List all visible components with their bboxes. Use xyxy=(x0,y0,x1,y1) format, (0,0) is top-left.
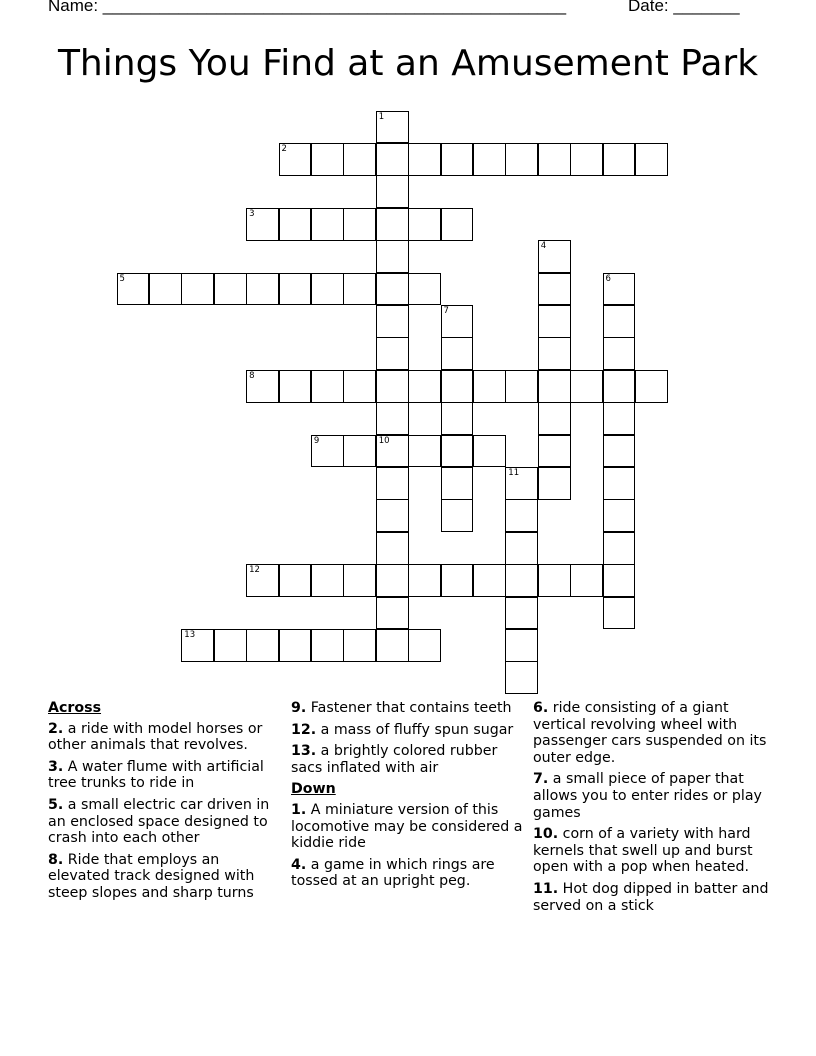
grid-cell[interactable] xyxy=(408,564,441,597)
name-field[interactable]: Name: _________________________________________________ xyxy=(48,0,567,15)
grid-cell[interactable] xyxy=(376,467,409,500)
down-heading: Down xyxy=(291,781,336,798)
grid-cell[interactable] xyxy=(441,305,474,338)
clue-column-1 xyxy=(48,700,284,907)
grid-cell[interactable] xyxy=(376,435,409,468)
clue-number: 3 xyxy=(249,208,255,219)
grid-cell[interactable] xyxy=(376,370,409,403)
grid-cell[interactable] xyxy=(505,564,538,597)
grid-cell[interactable] xyxy=(311,629,344,662)
date-field[interactable]: Date: _______ xyxy=(628,0,740,15)
grid-cell[interactable] xyxy=(570,370,603,403)
clue: 4. a game in which rings are tossed at an upright peg. xyxy=(291,856,495,890)
clue-number: 9 xyxy=(313,435,320,446)
grid-cell[interactable] xyxy=(376,208,409,241)
grid-cell[interactable] xyxy=(441,467,474,500)
grid-cell[interactable] xyxy=(181,629,214,662)
grid-cell[interactable] xyxy=(603,564,636,597)
clue-number-label: 13. xyxy=(291,743,317,760)
grid-cell[interactable] xyxy=(603,143,636,176)
grid-cell[interactable] xyxy=(505,499,538,532)
grid-cell[interactable] xyxy=(246,208,279,241)
grid-cell[interactable] xyxy=(408,629,441,662)
clue: 2. a ride with model horses or other animals that revolves. xyxy=(48,720,263,754)
clue-number: 7 xyxy=(443,305,449,316)
clue: 11. Hot dog dipped in batter and served on a stick xyxy=(533,880,769,914)
clue-number-label: 9. xyxy=(291,700,307,716)
clue-number-label: 7. xyxy=(533,771,549,788)
grid-cell[interactable] xyxy=(214,273,247,306)
grid-cell[interactable] xyxy=(279,370,312,403)
grid-cell[interactable] xyxy=(149,273,182,306)
grid-cell[interactable] xyxy=(538,240,571,273)
grid-cell[interactable] xyxy=(376,532,409,565)
grid-cell[interactable] xyxy=(343,370,376,403)
grid-cell[interactable] xyxy=(538,337,571,370)
clue-number: 6 xyxy=(605,273,611,284)
grid-cell[interactable] xyxy=(603,273,636,306)
grid-cell[interactable] xyxy=(603,435,636,468)
clue: 3. A water flume with artificial tree trunks to ride in xyxy=(48,758,264,792)
grid-cell[interactable] xyxy=(279,564,312,597)
clue: 5. a small electric car driven in an enclosed space designed to crash into each other xyxy=(48,796,270,847)
grid-cell[interactable] xyxy=(538,143,571,176)
grid-cell[interactable] xyxy=(505,370,538,403)
grid-cell[interactable] xyxy=(376,273,409,306)
grid-cell[interactable] xyxy=(117,273,150,306)
grid-cell[interactable] xyxy=(279,143,312,176)
grid-cell[interactable] xyxy=(376,564,409,597)
grid-cell[interactable] xyxy=(505,467,538,500)
grid-cell[interactable] xyxy=(376,499,409,532)
grid-cell[interactable] xyxy=(538,564,571,597)
grid-cell[interactable] xyxy=(538,435,571,468)
clue: 9. Fastener that contains teeth xyxy=(291,700,512,716)
clue-number: 8 xyxy=(249,370,255,381)
grid-cell[interactable] xyxy=(603,370,636,403)
clue-number-label: 4. xyxy=(291,856,307,873)
grid-cell[interactable] xyxy=(441,370,474,403)
puzzle-title: Things You Find at an Amusement Park xyxy=(57,43,759,84)
grid-cell[interactable] xyxy=(279,629,312,662)
grid-cell[interactable] xyxy=(214,629,247,662)
grid-cell[interactable] xyxy=(441,337,474,370)
clue-column-3 xyxy=(533,700,769,919)
grid-cell[interactable] xyxy=(311,143,344,176)
clue: 7. a small piece of paper that allows you to enter rides or play games xyxy=(533,771,762,821)
grid-cell[interactable] xyxy=(376,111,409,144)
grid-cell[interactable] xyxy=(376,597,409,630)
clue-number: 4 xyxy=(540,241,547,252)
clue-number: 5 xyxy=(119,273,125,284)
grid-cell[interactable] xyxy=(376,175,409,208)
grid-cell[interactable] xyxy=(473,370,506,403)
grid-cell[interactable] xyxy=(408,435,441,468)
clue-number-label: 3. xyxy=(48,758,64,775)
grid-cell[interactable] xyxy=(635,370,668,403)
grid-cell[interactable] xyxy=(505,143,538,176)
grid-cell[interactable] xyxy=(603,597,636,630)
grid-cell[interactable] xyxy=(311,564,344,597)
clue-number-label: 5. xyxy=(48,796,64,813)
clue-number: 10 xyxy=(378,435,390,446)
grid-cell[interactable] xyxy=(603,337,636,370)
clue-number-label: 2. xyxy=(48,720,64,737)
clue-column-2 xyxy=(291,700,527,895)
grid-cell[interactable] xyxy=(441,208,474,241)
grid-cell[interactable] xyxy=(538,467,571,500)
grid-cell[interactable] xyxy=(441,499,474,532)
grid-cell[interactable] xyxy=(538,370,571,403)
clue-number: 11 xyxy=(508,467,520,478)
clue-number: 2 xyxy=(281,143,287,154)
grid-cell[interactable] xyxy=(570,564,603,597)
clue: 1. A miniature version of this locomotive may be considered a kiddie ride xyxy=(291,801,523,852)
grid-cell[interactable] xyxy=(603,467,636,500)
grid-cell[interactable] xyxy=(376,402,409,435)
grid-cell[interactable] xyxy=(635,143,668,176)
grid-cell[interactable] xyxy=(376,629,409,662)
grid-cell[interactable] xyxy=(603,402,636,435)
grid-cell[interactable] xyxy=(441,564,474,597)
grid-cell[interactable] xyxy=(246,564,279,597)
grid-cell[interactable] xyxy=(603,532,636,565)
grid-cell[interactable] xyxy=(279,208,312,241)
grid-cell[interactable] xyxy=(246,629,279,662)
grid-cell[interactable] xyxy=(505,532,538,565)
grid-cell[interactable] xyxy=(538,273,571,306)
grid-cell[interactable] xyxy=(279,273,312,306)
grid-cell[interactable] xyxy=(311,273,344,306)
grid-cell[interactable] xyxy=(343,143,376,176)
grid-cell[interactable] xyxy=(408,370,441,403)
grid-cell[interactable] xyxy=(343,629,376,662)
grid-cell[interactable] xyxy=(441,435,474,468)
grid-cell[interactable] xyxy=(376,240,409,273)
grid-cell[interactable] xyxy=(408,143,441,176)
grid-cell[interactable] xyxy=(376,143,409,176)
grid-cell[interactable] xyxy=(376,337,409,370)
clue-number-label: 11. xyxy=(533,880,559,897)
clue-number-label: 12. xyxy=(291,721,317,738)
grid-cell[interactable] xyxy=(603,499,636,532)
clue: 10. corn of a variety with hard kernels that swell up and burst open with a pop when heated. xyxy=(533,826,753,876)
grid-cell[interactable] xyxy=(343,564,376,597)
clue: 8. Ride that employs an elevated track designed with steep slopes and sharp turns xyxy=(48,851,255,901)
across-heading: Across xyxy=(48,700,102,716)
grid-cell[interactable] xyxy=(505,597,538,630)
grid-cell[interactable] xyxy=(473,435,506,468)
grid-cell[interactable] xyxy=(570,143,603,176)
grid-cell[interactable] xyxy=(311,208,344,241)
grid-cell[interactable] xyxy=(311,370,344,403)
grid-cell[interactable] xyxy=(376,305,409,338)
clue: 13. a brightly colored rubber sacs inflated with air xyxy=(291,743,498,776)
grid-cell[interactable] xyxy=(408,273,441,306)
grid-cell[interactable] xyxy=(603,305,636,338)
grid-cell[interactable] xyxy=(246,273,279,306)
grid-cell[interactable] xyxy=(343,273,376,306)
grid-cell[interactable] xyxy=(505,629,538,662)
clue-number: 12 xyxy=(249,565,260,576)
grid-cell[interactable] xyxy=(181,273,214,306)
clue-number-label: 6. xyxy=(533,700,549,716)
grid-cell[interactable] xyxy=(538,402,571,435)
grid-cell[interactable] xyxy=(538,305,571,338)
grid-cell[interactable] xyxy=(343,435,376,468)
clue-number: 13 xyxy=(184,629,196,640)
grid-cell[interactable] xyxy=(343,208,376,241)
grid-cell[interactable] xyxy=(246,370,279,403)
grid-cell[interactable] xyxy=(408,208,441,241)
grid-cell[interactable] xyxy=(441,143,474,176)
grid-cell[interactable] xyxy=(311,435,344,468)
grid-cell[interactable] xyxy=(473,564,506,597)
clue: 12. a mass of fluffy spun sugar xyxy=(291,721,514,738)
grid-cell[interactable] xyxy=(441,402,474,435)
grid-cell[interactable] xyxy=(473,143,506,176)
clue-number-label: 10. xyxy=(533,826,559,843)
clue-number: 1 xyxy=(378,111,385,122)
clue-number-label: 1. xyxy=(291,801,307,818)
grid-cell[interactable] xyxy=(505,661,538,694)
clue-number-label: 8. xyxy=(48,851,64,868)
clue: 6. ride consisting of a giant vertical revolving wheel with passenger cars suspended on its outer edge. xyxy=(533,700,767,766)
